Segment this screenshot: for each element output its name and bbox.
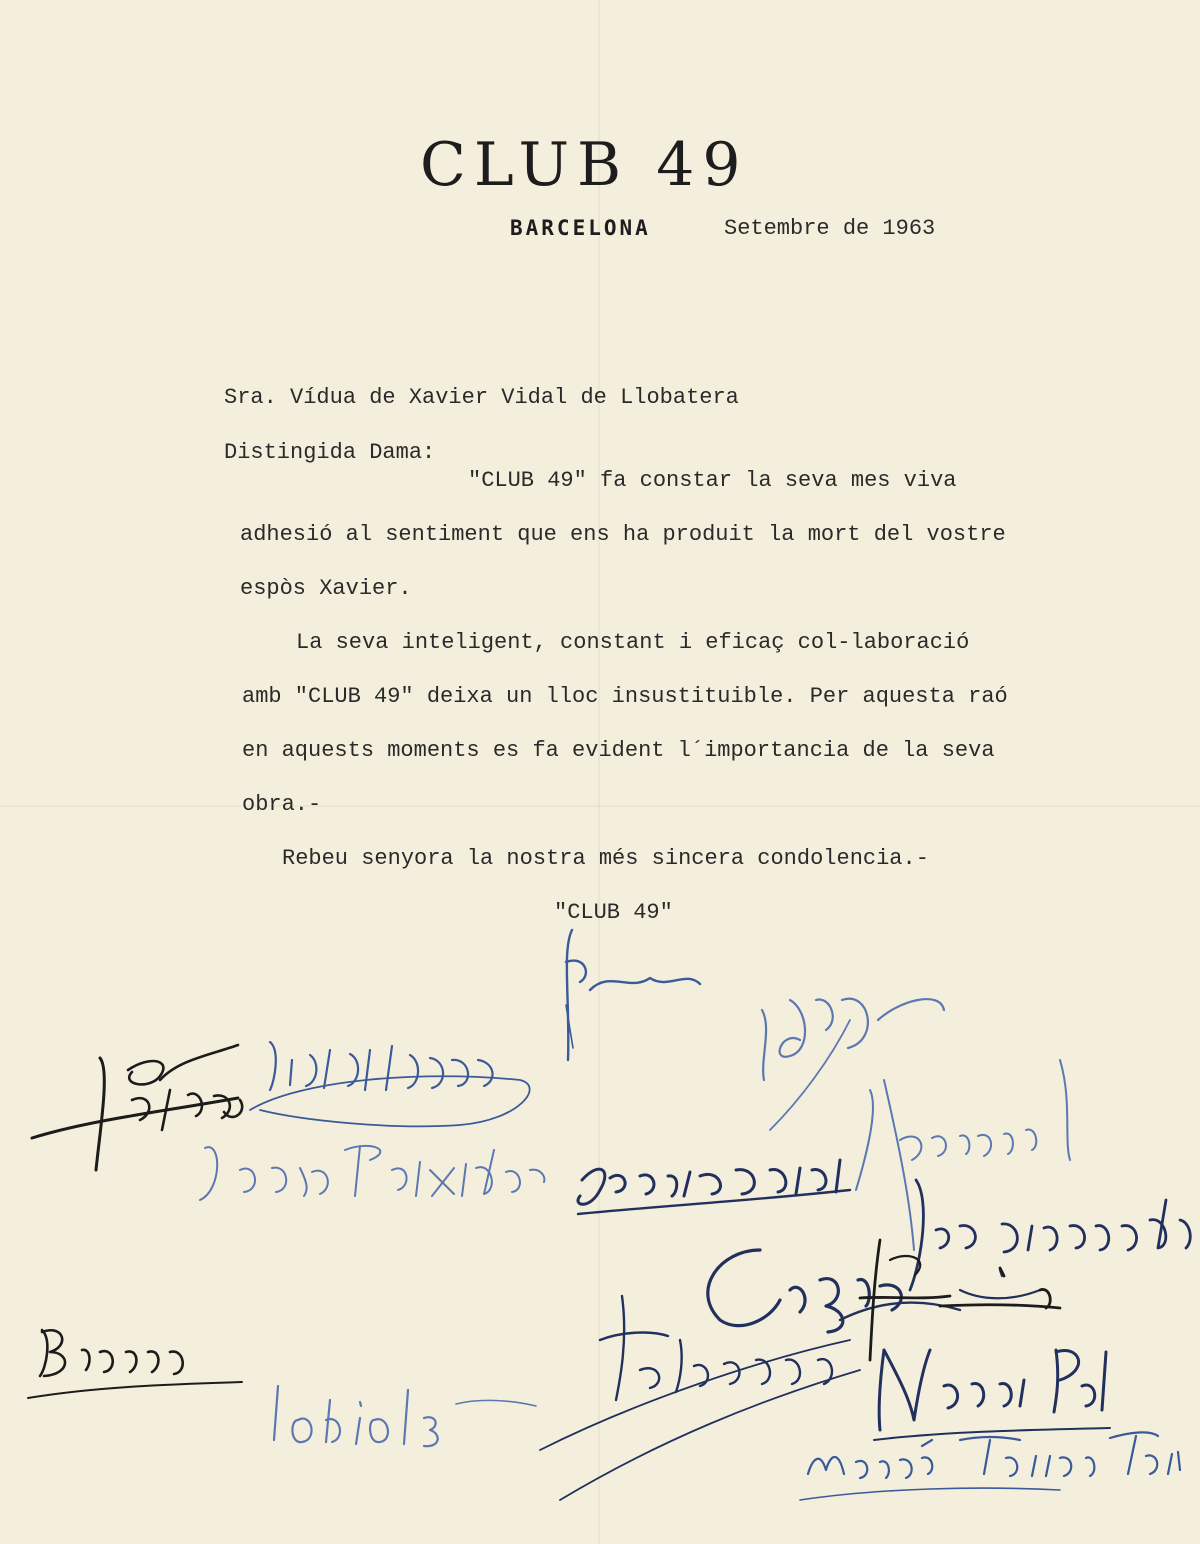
paragraph2-line-2: amb "CLUB 49" deixa un lloc insustituible. Per aquesta raó xyxy=(242,684,1008,709)
signature-cuixart xyxy=(708,1250,960,1332)
signature-gudiol xyxy=(762,999,944,1130)
recipient-line: Sra. Vídua de Xavier Vidal de Llobatera xyxy=(224,385,739,410)
signature-tobiols xyxy=(274,1386,536,1446)
salutation-line: Distingida Dama: xyxy=(224,440,436,465)
closing-line: Rebeu senyora la nostra més sincera condolencia.- xyxy=(282,846,929,871)
letter-date: Setembre de 1963 xyxy=(724,216,936,241)
signature-tharrats xyxy=(860,1240,1060,1360)
paragraph1-line-2: adhesió al sentiment que ens ha produit la mort del vostre xyxy=(240,522,1006,547)
sign-off-line: "CLUB 49" xyxy=(554,900,673,925)
paragraph2-line-3: en aquests moments es fa evident l´importancia de la seva xyxy=(242,738,995,763)
signature-montserrat-pal xyxy=(874,1350,1110,1440)
paragraph1-line-3: espòs Xavier. xyxy=(240,576,412,601)
paragraph1-line-1: "CLUB 49" fa constar la seva mes viva xyxy=(468,468,957,493)
paragraph2-line-4: obra.- xyxy=(242,792,322,817)
signature-ullastres xyxy=(250,1042,530,1126)
signature-tapies xyxy=(32,1045,242,1170)
signature-merce-torres-tort xyxy=(800,1432,1180,1500)
paragraph2-line-1: La seva inteligent, constant i eficaç col-laboració xyxy=(296,630,970,655)
signature-teixidor xyxy=(200,1146,544,1200)
signature-cirici xyxy=(856,1060,1070,1250)
letterhead-title: CLUB 49 xyxy=(420,130,749,200)
signature-brossa xyxy=(28,1330,242,1398)
letterhead-city: BARCELONA xyxy=(510,216,651,240)
signature-candevall xyxy=(566,930,700,1060)
signature-prats xyxy=(910,1180,1190,1298)
signature-gomis xyxy=(578,1160,850,1214)
signature-riestra xyxy=(540,1296,860,1500)
